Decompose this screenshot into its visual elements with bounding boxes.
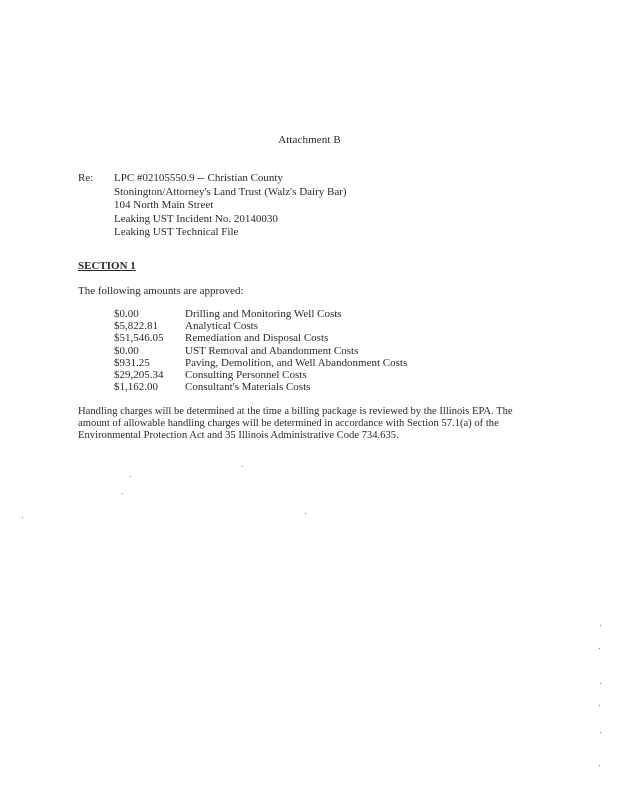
scan-speck bbox=[600, 683, 601, 684]
scan-speck bbox=[122, 493, 123, 494]
cost-row bbox=[114, 369, 407, 381]
cost-description: Drilling and Monitoring Well Costs bbox=[185, 308, 342, 320]
scan-speck bbox=[600, 625, 601, 626]
cost-amount: $0.00 bbox=[114, 344, 139, 357]
re-line-project: LPC #02105550.9 -- Christian County bbox=[114, 172, 283, 184]
scan-speck bbox=[22, 517, 23, 518]
cost-description: UST Removal and Abandonment Costs bbox=[185, 344, 359, 357]
cost-description: Paving, Demolition, and Well Abandonment Costs bbox=[185, 356, 408, 369]
scan-speck bbox=[305, 513, 306, 514]
scan-speck bbox=[600, 732, 601, 733]
cost-amount: $931.25 bbox=[114, 356, 150, 369]
cost-amount: $1,162.00 bbox=[114, 381, 158, 394]
cost-amount: $0.00 bbox=[114, 308, 139, 320]
cost-description: Analytical Costs bbox=[185, 320, 259, 333]
cost-row bbox=[114, 345, 407, 357]
cost-description: Remediation and Disposal Costs bbox=[185, 332, 329, 345]
re-line-incident: Leaking UST Incident No. 20140030 bbox=[114, 212, 278, 225]
cost-description: Consultant's Materials Costs bbox=[185, 381, 311, 394]
cost-amount: $5,822.81 bbox=[114, 320, 158, 333]
cost-row bbox=[114, 332, 407, 344]
paragraph-line: amount of allowable handling charges will be determined in accordance with Section 57.1(a) of the bbox=[78, 418, 499, 430]
cost-row bbox=[114, 357, 407, 369]
section-intro: The following amounts are approved: bbox=[78, 285, 244, 297]
re-block bbox=[114, 172, 347, 240]
scan-speck bbox=[599, 705, 600, 706]
paragraph-line: Handling charges will be determined at the time a billing package is reviewed by the Illinois EPA. The bbox=[78, 406, 513, 417]
scan-speck bbox=[599, 648, 600, 649]
re-label: Re: bbox=[78, 172, 94, 184]
handling-charges-paragraph bbox=[78, 406, 548, 443]
cost-row bbox=[114, 320, 407, 332]
cost-amount: $29,205.34 bbox=[114, 369, 164, 382]
re-line-site-name: Stonington/Attorney's Land Trust (Walz's Dairy Bar) bbox=[114, 185, 347, 198]
scan-speck bbox=[130, 476, 131, 477]
cost-description: Consulting Personnel Costs bbox=[185, 369, 307, 382]
re-line-file: Leaking UST Technical File bbox=[114, 226, 239, 239]
cost-row bbox=[114, 308, 407, 320]
paragraph-line: Environmental Protection Act and 35 Illinois Administrative Code 734.635. bbox=[78, 430, 399, 442]
section-heading: SECTION 1 bbox=[78, 260, 136, 272]
scan-speck bbox=[599, 765, 600, 766]
cost-amount: $51,546.05 bbox=[114, 332, 164, 345]
cost-row bbox=[114, 381, 407, 393]
scan-speck bbox=[242, 466, 243, 467]
document-title: Attachment B bbox=[278, 134, 341, 146]
cost-list bbox=[114, 308, 407, 393]
re-line-address: 104 North Main Street bbox=[114, 199, 214, 212]
